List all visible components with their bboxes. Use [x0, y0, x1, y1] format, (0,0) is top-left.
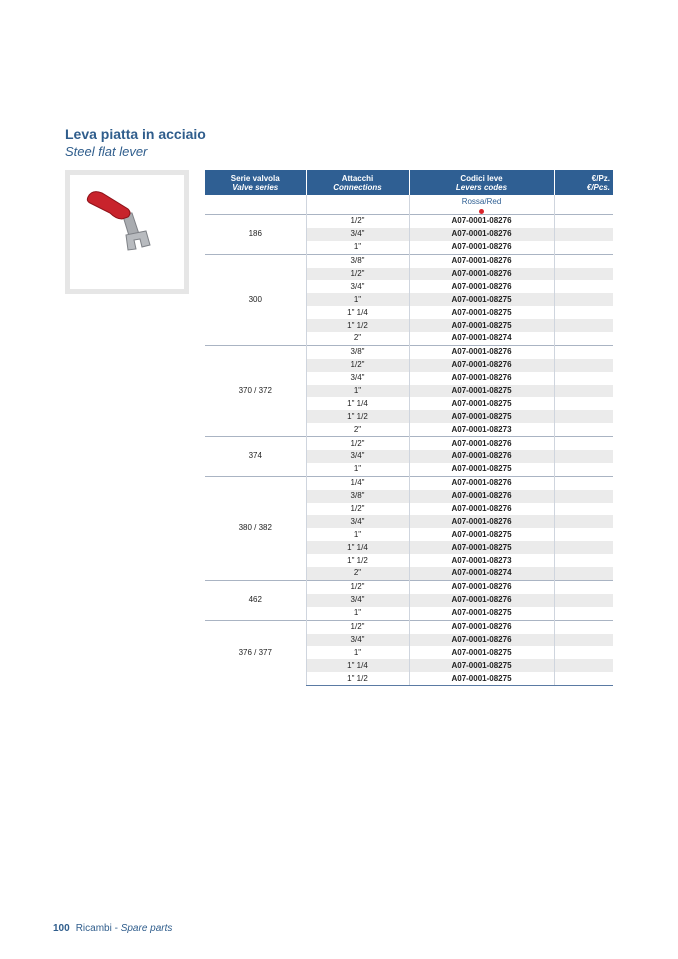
price-cell	[554, 359, 613, 372]
connection-cell: 3/4"	[306, 228, 409, 241]
price-cell	[554, 515, 613, 528]
lever-code-cell: A07-0001-08273	[409, 423, 554, 436]
price-cell	[554, 241, 613, 254]
connection-cell: 3/4"	[306, 280, 409, 293]
lever-code-cell: A07-0001-08273	[409, 554, 554, 567]
connection-cell: 1"	[306, 646, 409, 659]
lever-code-cell: A07-0001-08275	[409, 397, 554, 410]
price-cell	[554, 437, 613, 450]
table-row	[205, 580, 613, 593]
price-cell	[554, 268, 613, 281]
price-cell	[554, 423, 613, 436]
connection-cell: 1/4"	[306, 476, 409, 489]
price-cell	[554, 345, 613, 358]
valve-series-cell: 374	[205, 437, 306, 477]
table-row	[205, 476, 613, 489]
header-it: Codici leve	[460, 173, 503, 183]
valve-series-cell: 376 / 377	[205, 620, 306, 685]
page-number: 100	[53, 923, 70, 934]
lever-code-cell: A07-0001-08276	[409, 215, 554, 228]
lever-code-cell: A07-0001-08276	[409, 241, 554, 254]
lever-code-cell: A07-0001-08276	[409, 372, 554, 385]
red-dot-icon	[479, 209, 484, 214]
color-subheader-row	[205, 195, 613, 215]
price-cell	[554, 228, 613, 241]
connection-cell: 1/2"	[306, 503, 409, 516]
lever-code-cell: A07-0001-08274	[409, 332, 554, 345]
price-cell	[554, 554, 613, 567]
lever-code-cell: A07-0001-08275	[409, 541, 554, 554]
price-cell	[554, 385, 613, 398]
price-cell	[554, 672, 613, 685]
lever-code-cell: A07-0001-08275	[409, 463, 554, 476]
connection-cell: 3/4"	[306, 634, 409, 647]
price-cell	[554, 215, 613, 228]
connection-cell: 1" 1/2	[306, 672, 409, 685]
lever-code-cell: A07-0001-08276	[409, 620, 554, 633]
connection-cell: 1"	[306, 385, 409, 398]
connection-cell: 1/2"	[306, 437, 409, 450]
lever-code-cell: A07-0001-08275	[409, 672, 554, 685]
page-footer	[53, 923, 172, 934]
table-row	[205, 620, 613, 633]
price-cell	[554, 620, 613, 633]
lever-code-cell: A07-0001-08275	[409, 659, 554, 672]
connection-cell: 1"	[306, 607, 409, 620]
price-cell	[554, 634, 613, 647]
connection-cell: 1"	[306, 463, 409, 476]
price-cell	[554, 490, 613, 503]
lever-code-cell: A07-0001-08276	[409, 345, 554, 358]
connection-cell: 1/2"	[306, 580, 409, 593]
price-cell	[554, 659, 613, 672]
connection-cell: 1/2"	[306, 620, 409, 633]
table-row	[205, 215, 613, 228]
connection-cell: 1/2"	[306, 359, 409, 372]
lever-code-cell: A07-0001-08275	[409, 306, 554, 319]
header-connections	[306, 170, 409, 195]
lever-code-cell: A07-0001-08275	[409, 410, 554, 423]
connection-cell: 3/8"	[306, 345, 409, 358]
lever-code-cell: A07-0001-08276	[409, 228, 554, 241]
price-cell	[554, 541, 613, 554]
lever-code-cell: A07-0001-08275	[409, 528, 554, 541]
lever-code-cell: A07-0001-08276	[409, 268, 554, 281]
price-cell	[554, 397, 613, 410]
connection-cell: 1"	[306, 293, 409, 306]
connection-cell: 1"	[306, 528, 409, 541]
connection-cell: 1" 1/2	[306, 554, 409, 567]
header-it: Attacchi	[341, 173, 374, 183]
color-label: Rossa/Red	[461, 197, 502, 206]
connection-cell: 2"	[306, 567, 409, 580]
lever-code-cell: A07-0001-08275	[409, 319, 554, 332]
price-cell	[554, 476, 613, 489]
product-image	[65, 170, 189, 294]
price-cell	[554, 450, 613, 463]
price-cell	[554, 372, 613, 385]
valve-series-cell: 300	[205, 254, 306, 345]
page-subtitle: Steel flat lever	[65, 144, 148, 159]
valve-series-cell: 186	[205, 215, 306, 255]
price-cell	[554, 567, 613, 580]
connection-cell: 3/4"	[306, 450, 409, 463]
lever-code-cell: A07-0001-08275	[409, 646, 554, 659]
connection-cell: 3/4"	[306, 515, 409, 528]
lever-code-cell: A07-0001-08275	[409, 607, 554, 620]
connection-cell: 3/8"	[306, 490, 409, 503]
connection-cell: 3/4"	[306, 372, 409, 385]
valve-series-cell: 462	[205, 580, 306, 620]
header-en: Connections	[333, 182, 382, 192]
price-cell	[554, 254, 613, 267]
connection-cell: 1" 1/2	[306, 410, 409, 423]
connection-cell: 2"	[306, 423, 409, 436]
table-row	[205, 437, 613, 450]
valve-series-cell: 370 / 372	[205, 345, 306, 436]
price-cell	[554, 503, 613, 516]
price-cell	[554, 594, 613, 607]
lever-code-cell: A07-0001-08275	[409, 293, 554, 306]
price-cell	[554, 528, 613, 541]
valve-series-cell: 380 / 382	[205, 476, 306, 580]
connection-cell: 1" 1/4	[306, 659, 409, 672]
connection-cell: 1/2"	[306, 268, 409, 281]
connection-cell: 2"	[306, 332, 409, 345]
header-price	[554, 170, 613, 195]
price-cell	[554, 293, 613, 306]
connection-cell: 1" 1/4	[306, 397, 409, 410]
connection-cell: 1/2"	[306, 215, 409, 228]
lever-code-cell: A07-0001-08276	[409, 450, 554, 463]
price-cell	[554, 306, 613, 319]
lever-code-cell: A07-0001-08276	[409, 490, 554, 503]
price-cell	[554, 280, 613, 293]
table-row	[205, 345, 613, 358]
header-en: Levers codes	[455, 182, 508, 192]
lever-code-cell: A07-0001-08275	[409, 385, 554, 398]
lever-code-cell: A07-0001-08276	[409, 476, 554, 489]
header-it: €/Pz.	[591, 173, 610, 183]
connection-cell: 1" 1/4	[306, 541, 409, 554]
table-row	[205, 254, 613, 267]
connection-cell: 1" 1/2	[306, 319, 409, 332]
lever-code-cell: A07-0001-08274	[409, 567, 554, 580]
lever-code-cell: A07-0001-08276	[409, 359, 554, 372]
lever-code-cell: A07-0001-08276	[409, 280, 554, 293]
header-en: €/Pcs.	[586, 182, 610, 192]
connection-cell: 1"	[306, 241, 409, 254]
lever-code-cell: A07-0001-08276	[409, 515, 554, 528]
lever-code-cell: A07-0001-08276	[409, 594, 554, 607]
header-it: Serie valvola	[230, 173, 280, 183]
connection-cell: 3/4"	[306, 594, 409, 607]
lever-code-cell: A07-0001-08276	[409, 503, 554, 516]
header-lever-codes	[409, 170, 554, 195]
lever-codes-table	[205, 170, 613, 686]
price-cell	[554, 332, 613, 345]
connection-cell: 3/8"	[306, 254, 409, 267]
steel-flat-lever-icon	[70, 175, 184, 289]
price-cell	[554, 319, 613, 332]
footer-label: Ricambi -	[75, 923, 121, 934]
lever-code-cell: A07-0001-08276	[409, 580, 554, 593]
price-cell	[554, 580, 613, 593]
header-valve-series	[205, 170, 306, 195]
price-cell	[554, 410, 613, 423]
lever-code-cell: A07-0001-08276	[409, 634, 554, 647]
table-header-row	[205, 170, 613, 195]
price-cell	[554, 646, 613, 659]
lever-code-cell: A07-0001-08276	[409, 254, 554, 267]
page-title: Leva piatta in acciaio	[65, 126, 206, 142]
header-en: Valve series	[232, 182, 279, 192]
price-cell	[554, 607, 613, 620]
footer-label-en: Spare parts	[120, 923, 173, 934]
price-cell	[554, 463, 613, 476]
connection-cell: 1" 1/4	[306, 306, 409, 319]
lever-code-cell: A07-0001-08276	[409, 437, 554, 450]
